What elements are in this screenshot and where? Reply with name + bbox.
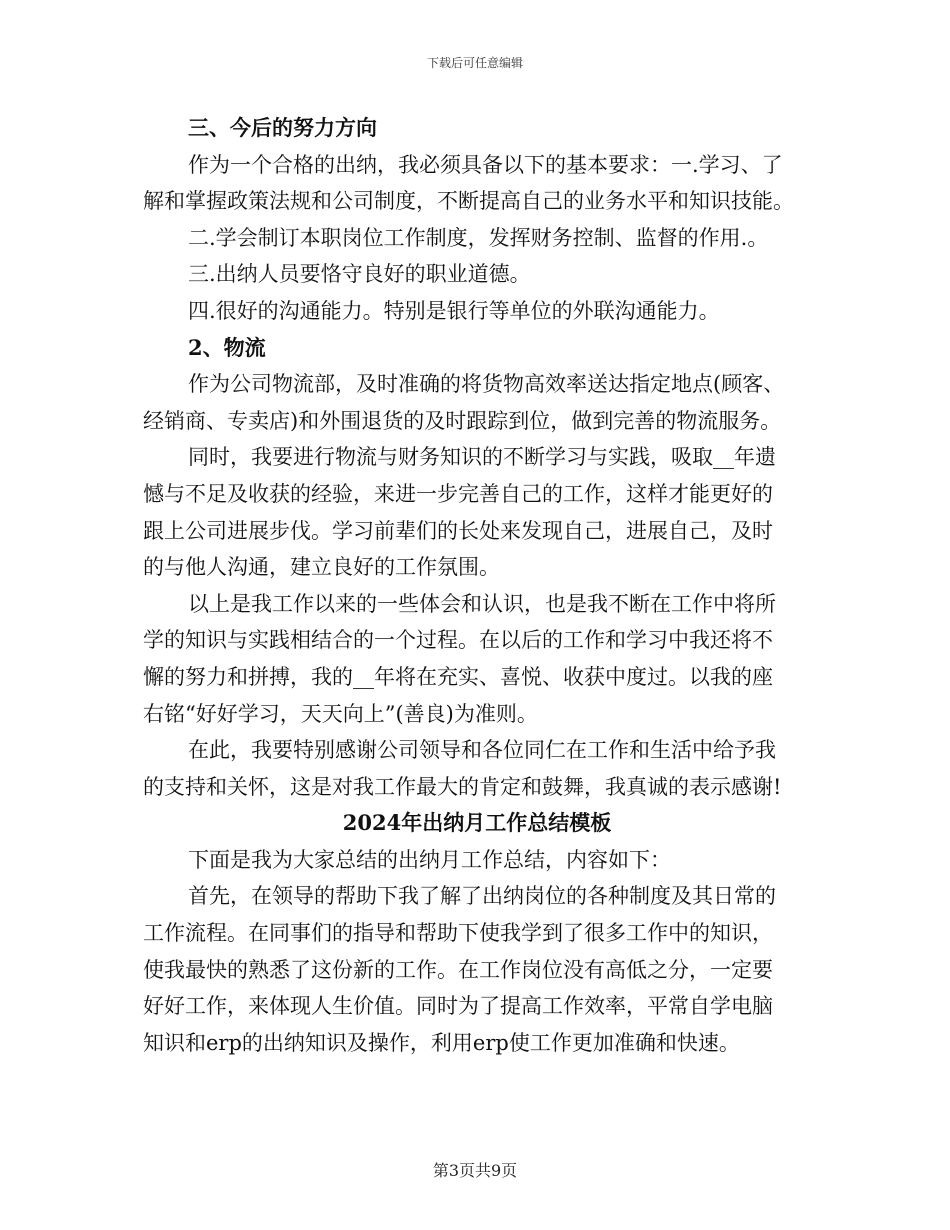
text-line: 知识和erp的出纳知识及操作，利用erp使工作更加准确和快速。 [143, 1030, 740, 1055]
text-line: 学的知识与实践相结合的一个过程。在以后的工作和学习中我还将不 [143, 628, 773, 653]
text-line: 的与他人沟通，建立良好的工作氛围。 [143, 555, 500, 580]
text-line: 使我最快的熟悉了这份新的工作。在工作岗位没有高低之分，一定要 [143, 957, 773, 982]
text-line: 好好工作，来体现人生价值。同时为了提高工作效率，平常自学电脑 [143, 994, 773, 1019]
text-line: 解和掌握政策法规和公司制度，不断提高自己的业务水平和知识技能。 [143, 189, 794, 214]
text-line: 憾与不足及收获的经验，来进一步完善自己的工作，这样才能更好的 [143, 481, 773, 506]
text-line: 在此，我要特别感谢公司领导和各位同仁在工作和生活中给予我 [188, 738, 776, 763]
text-line: 作为公司物流部，及时准确的将货物高效率送达指定地点(顾客、 [188, 372, 785, 397]
page-number-footer: 第3页共9页 [432, 1161, 518, 1180]
section-heading: 2、物流 [188, 334, 266, 360]
text-line: 下面是我为大家总结的出纳月工作总结，内容如下： [188, 847, 671, 872]
text-line: 二.学会制订本职岗位工作制度，发挥财务控制、监督的作用.。 [188, 225, 769, 250]
text-line: 懈的努力和拼搏，我的__年将在充实、喜悦、收获中度过。以我的座 [143, 664, 773, 689]
text-line: 同时，我要进行物流与财务知识的不断学习与实践，吸取__年遗 [188, 445, 776, 470]
text-line: 作为一个合格的出纳，我必须具备以下的基本要求：一.学习、了 [188, 152, 783, 177]
text-line: 四.很好的沟通能力。特别是银行等单位的外联沟通能力。 [188, 298, 720, 323]
section-title: 2024年出纳月工作总结模板 [342, 810, 612, 836]
text-line: 首先，在领导的帮助下我了解了出纳岗位的各种制度及其日常的 [188, 884, 776, 909]
section-heading: 三、今后的努力方向 [188, 115, 377, 140]
text-line: 工作流程。在同事们的指导和帮助下使我学到了很多工作中的知识， [143, 921, 773, 946]
page-header-note: 下载后可任意编辑 [426, 56, 523, 70]
document-body [143, 110, 811, 1061]
text-line: 右铭“好好学习，天天向上”(善良)为准则。 [143, 701, 538, 726]
text-line: 三.出纳人员要恪守良好的职业道德。 [188, 262, 531, 287]
text-line: 跟上公司进展步伐。学习前辈们的长处来发现自己，进展自己，及时 [143, 518, 773, 543]
text-line: 以上是我工作以来的一些体会和认识，也是我不断在工作中将所 [188, 591, 776, 616]
text-line: 经销商、专卖店)和外围退货的及时跟踪到位，做到完善的物流服务。 [143, 408, 782, 433]
text-line: 的支持和关怀，这是对我工作最大的肯定和鼓舞，我真诚的表示感谢! [143, 774, 782, 799]
